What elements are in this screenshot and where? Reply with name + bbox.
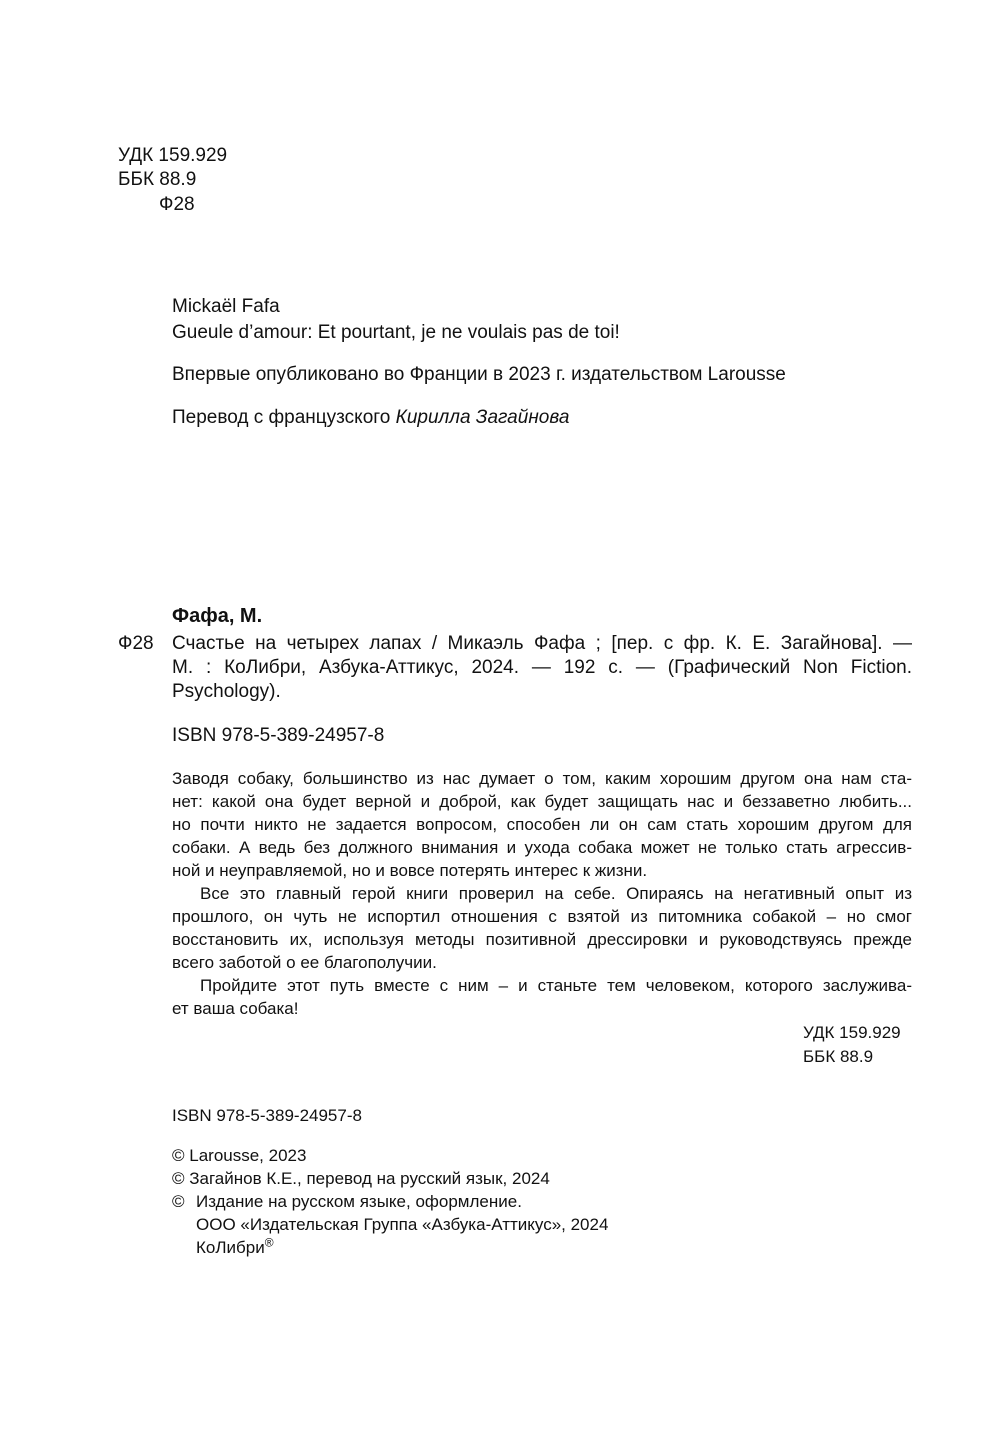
annotation-line: Пройдите этот путь вместе с ним – и станьте тем человеком, которого заслужива- — [200, 976, 912, 995]
annotation-line: нет: какой она будет верной и доброй, как будет защищать нас и беззаветно любить... — [172, 792, 912, 811]
copyright-imprint — [196, 1236, 274, 1259]
copyright-translation: © Загайнов К.Е., перевод на русский язык, 2024 — [172, 1169, 550, 1188]
record-line: Psychology). — [172, 681, 281, 702]
record-author-mark: Ф28 — [118, 633, 154, 654]
original-title: Gueule d’amour: Et pourtant, je ne voulais pas de toi! — [172, 322, 620, 343]
author-mark-top: Ф28 — [159, 194, 195, 215]
udk-code-top: УДК 159.929 — [118, 145, 228, 166]
bbk-code-bottom: ББК 88.9 — [803, 1047, 874, 1066]
imprint-name: КоЛибри — [196, 1238, 265, 1257]
annotation-line: ной и неуправляемой, но и вовсе потерять интерес к жизни. — [172, 861, 648, 880]
translation-prefix: Перевод с французского — [172, 407, 396, 428]
annotation-line: восстановить их, используя методы позитивной дрессировки и руководствуясь прежде — [172, 930, 912, 949]
isbn-bottom: ISBN 978-5-389-24957-8 — [172, 1106, 362, 1125]
copyright-publisher: ООО «Издательская Группа «Азбука-Аттикус», 2024 — [196, 1215, 609, 1234]
first-published-note: Впервые опубликовано во Франции в 2023 г. издательством Larousse — [172, 364, 786, 385]
annotation-line: Заводя собаку, большинство из нас думает о том, каким хорошим другом она нам ста- — [172, 769, 912, 788]
annotation-line: Все это главный герой книги проверил на себе. Опираясь на негативный опыт из — [200, 884, 912, 903]
udk-code-bottom: УДК 159.929 — [803, 1023, 901, 1042]
annotation-line: ет ваша собака! — [172, 999, 299, 1018]
copyright-symbol: © — [172, 1192, 185, 1211]
record-isbn: ISBN 978-5-389-24957-8 — [172, 725, 385, 746]
translator-name: Кирилла Загайнова — [395, 407, 570, 428]
record-line: М. : КоЛибри, Азбука-Аттикус, 2024. — 192 с. — (Графический Non Fiction. — [172, 657, 912, 678]
annotation-line: собаки. А ведь без должного внимания и ухода собака может не только стать агрессив- — [172, 838, 912, 857]
copyright-edition: Издание на русском языке, оформление. — [196, 1192, 522, 1211]
annotation-line: прошлого, он чуть не испортил отношения с взятой из питомника собакой – но смог — [172, 907, 912, 926]
bbk-code-top: ББК 88.9 — [118, 169, 197, 190]
registered-mark: ® — [264, 1235, 274, 1250]
translation-note — [172, 406, 569, 429]
record-author: Фафа, М. — [172, 605, 263, 627]
record-line: Счастье на четырех лапах / Микаэль Фафа ; [пер. с фр. К. Е. Загайнова]. — — [172, 633, 912, 654]
annotation-line: всего заботой о ее благополучии. — [172, 953, 437, 972]
annotation-line: но почти никто не задается вопросом, способен ли он сам стать хорошим другом для — [172, 815, 912, 834]
copyright-larousse: © Larousse, 2023 — [172, 1146, 307, 1165]
original-author: Mickaël Fafa — [172, 296, 280, 317]
